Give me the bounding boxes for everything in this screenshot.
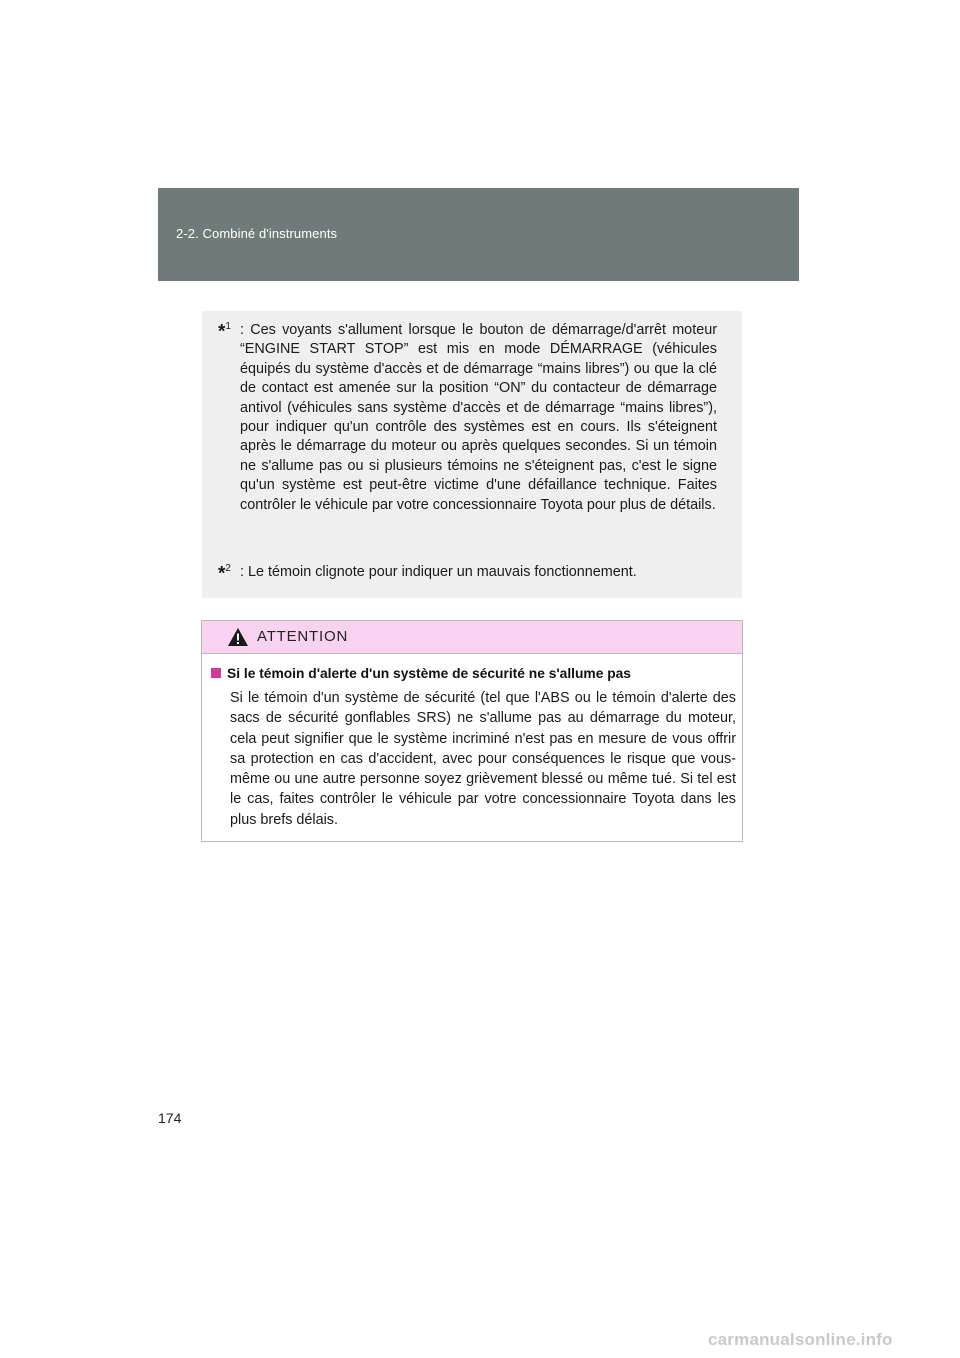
warning-body: Si le témoin d'un système de sécurité (tel que l'ABS ou le témoin d'alerte des sacs de sécurité gonflables SRS) ne s'allume pas au démarrage du moteur, cela peut signifier que le système incriminé n'est pas en mesure de vous offrir sa protection en cas d'accident, avec pour conséquences le risque que vous-même ou une autre personne soyez grièvement blessé ou même tué. Si tel est le cas, faites contrôler le véhicule par votre concessionnaire Toyota dans les plus brefs délais. bbox=[230, 690, 736, 828]
warning-title: ATTENTION bbox=[257, 628, 349, 645]
watermark: carmanualsonline.info bbox=[708, 1330, 893, 1349]
footnote-2 bbox=[218, 563, 717, 585]
footnote-text: : Ces voyants s'allument lorsque le bouton de démarrage/d'arrêt moteur “ENGINE START STOP” est mis en mode DÉMARRAGE (véhicules équipés du système d'accès et de démarrage “mains libres”) ou que la clé de contact est amenée sur la position “ON” du contacteur de démarrage antivol (véhicules sans système d'accès et de démarrage “mains libres”), pour indiquer qu'un contrôle des systèmes est en cours. Ils s'éteignent après le démarrage du moteur ou après quelques secondes. Si un témoin ne s'allume pas ou si plusieurs témoins ne s'éteignent pas, c'est le signe qu'un système est peut-être victime d'une défaillance technique. Faites contrôler le véhicule par votre concessionnaire Toyota pour plus de détails. bbox=[240, 322, 717, 513]
square-bullet-icon bbox=[211, 668, 221, 678]
footnotes-box bbox=[202, 311, 742, 598]
warning-heading-text: Si le témoin d'alerte d'un système de sécurité ne s'allume pas bbox=[227, 666, 631, 681]
warning-triangle-icon bbox=[227, 627, 249, 647]
warning-heading bbox=[211, 666, 631, 681]
footnote-marker: *$^1$ bbox=[218, 321, 231, 343]
footnote-text: : Le témoin clignote pour indiquer un mauvais fonctionnement. bbox=[240, 564, 637, 580]
section-title: 2-2. Combiné d'instruments bbox=[176, 226, 338, 241]
page-number: 174 bbox=[158, 1110, 182, 1126]
footnote-1 bbox=[218, 321, 717, 515]
warning-box bbox=[201, 620, 743, 842]
footnote-marker: *$^2$ bbox=[218, 563, 231, 585]
warning-header bbox=[202, 621, 742, 654]
section-header-bar bbox=[158, 188, 799, 281]
